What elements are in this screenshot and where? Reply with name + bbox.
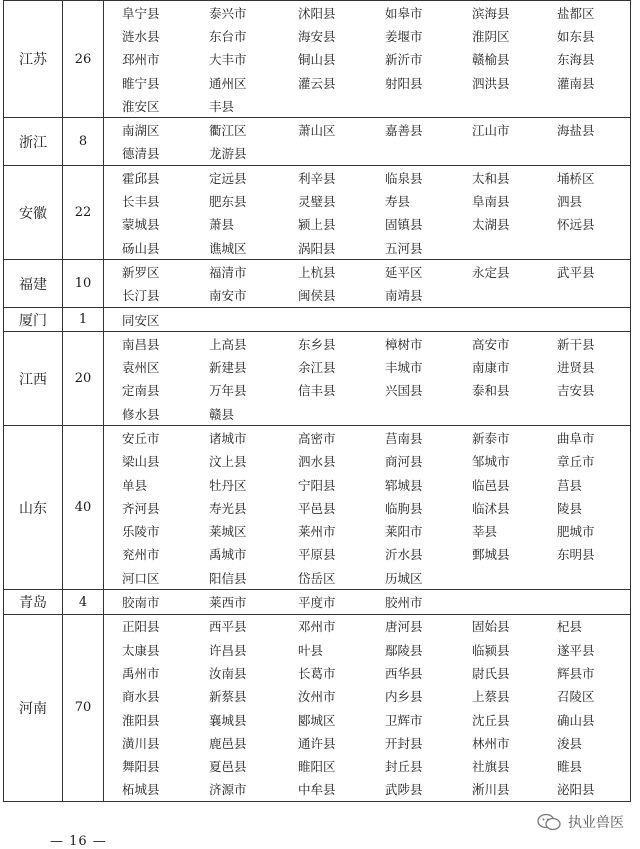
county-name: 新罗区 [122, 264, 160, 280]
county-name: 五河县 [385, 240, 423, 256]
county-name: 莱州市 [298, 524, 336, 540]
county-line [104, 260, 630, 283]
county-name: 临沭县 [472, 500, 510, 516]
county-line [104, 708, 630, 731]
county-count: 22 [63, 166, 104, 260]
county-name: 东台市 [209, 28, 247, 44]
county-line [104, 236, 630, 259]
county-name: 襄城县 [209, 712, 247, 728]
county-name: 鄄城县 [472, 547, 510, 563]
county-name: 开封县 [385, 735, 423, 751]
county-name: 进贤县 [557, 360, 595, 376]
county-name: 余江县 [298, 360, 336, 376]
county-name: 长葛市 [298, 665, 336, 681]
county-name: 德清县 [122, 146, 160, 162]
county-name: 汶上县 [209, 454, 247, 470]
county-name: 海盐县 [557, 123, 595, 139]
county-name: 辉县市 [557, 665, 595, 681]
county-name: 龙游县 [209, 146, 247, 162]
county-count: 70 [63, 614, 104, 801]
county-name: 沈丘县 [472, 712, 510, 728]
county-name: 林州市 [472, 735, 510, 751]
county-name: 萧县 [209, 217, 235, 233]
county-name: 滨海县 [472, 5, 510, 21]
county-line [104, 24, 630, 47]
county-name: 肥城市 [557, 524, 595, 540]
county-name: 南康市 [472, 360, 510, 376]
county-name: 大丰市 [209, 52, 247, 68]
county-name: 潢川县 [122, 735, 160, 751]
county-name: 太康县 [122, 642, 160, 658]
county-line [104, 615, 630, 638]
county-name: 鹿邑县 [209, 735, 247, 751]
county-name: 上杭县 [298, 264, 336, 280]
province-row [4, 307, 631, 331]
county-name: 信丰县 [298, 383, 336, 399]
county-name: 泗洪县 [472, 75, 510, 91]
county-name: 长汀县 [122, 288, 160, 304]
county-name: 兴国县 [385, 383, 423, 399]
county-name: 召陵区 [557, 689, 595, 705]
county-name: 东乡县 [298, 336, 336, 352]
county-name: 新干县 [557, 336, 595, 352]
county-name: 禹州市 [122, 665, 160, 681]
county-name: 莱阳市 [385, 524, 423, 540]
county-line [104, 661, 630, 684]
county-name: 上蔡县 [472, 689, 510, 705]
county-line [104, 638, 630, 661]
county-name: 封丘县 [385, 759, 423, 775]
province-name: 江西 [4, 332, 63, 426]
county-list [104, 307, 631, 331]
county-line [104, 213, 630, 236]
county-name: 胶州市 [385, 595, 423, 611]
county-name: 浚县 [557, 735, 583, 751]
county-name: 袁州区 [122, 360, 160, 376]
county-name: 新建县 [209, 360, 247, 376]
county-name: 泗水县 [298, 454, 336, 470]
county-name: 丰县 [209, 98, 235, 114]
county-line [104, 426, 630, 449]
county-name: 同安区 [122, 312, 160, 328]
county-name: 正阳县 [122, 619, 160, 635]
county-name: 衢江区 [209, 123, 247, 139]
county-name: 唐河县 [385, 619, 423, 635]
county-name: 商河县 [385, 454, 423, 470]
county-line [104, 566, 630, 589]
county-name: 闽侯县 [298, 288, 336, 304]
county-line [104, 685, 630, 708]
county-name: 诸城市 [209, 430, 247, 446]
county-name: 樟树市 [385, 336, 423, 352]
county-name: 西平县 [209, 619, 247, 635]
county-name: 汝南县 [209, 665, 247, 681]
county-name: 内乡县 [385, 689, 423, 705]
county-name: 邹城市 [472, 454, 510, 470]
county-count: 40 [63, 426, 104, 590]
county-line [104, 1, 630, 24]
county-count: 10 [63, 260, 104, 308]
county-name: 尉氏县 [472, 665, 510, 681]
county-name: 太和县 [472, 170, 510, 186]
county-name: 太湖县 [472, 217, 510, 233]
province-row [4, 614, 631, 801]
county-name: 涟水县 [122, 28, 160, 44]
county-name: 丰城市 [385, 360, 423, 376]
county-name: 赣县 [209, 406, 235, 422]
county-name: 嘉善县 [385, 123, 423, 139]
county-name: 通许县 [298, 735, 336, 751]
county-name: 莘县 [472, 524, 498, 540]
county-name: 杞县 [557, 619, 583, 635]
county-name: 永定县 [472, 264, 510, 280]
county-name: 埇桥区 [557, 170, 595, 186]
county-name: 福清市 [209, 264, 247, 280]
county-name: 谯城区 [209, 240, 247, 256]
county-name: 灌南县 [557, 75, 595, 91]
county-name: 怀远县 [557, 217, 595, 233]
county-name: 淮安区 [122, 98, 160, 114]
county-line [104, 308, 630, 331]
county-name: 禹城市 [209, 547, 247, 563]
county-line [104, 543, 630, 566]
county-name: 南昌县 [122, 336, 160, 352]
county-name: 阜宁县 [122, 5, 160, 21]
county-line [104, 402, 630, 425]
county-name: 固始县 [472, 619, 510, 635]
county-name: 灌云县 [298, 75, 336, 91]
province-name: 福建 [4, 260, 63, 308]
county-name: 淅川县 [472, 782, 510, 798]
county-name: 莒县 [557, 477, 583, 493]
province-name: 河南 [4, 614, 63, 801]
county-name: 修水县 [122, 406, 160, 422]
county-name: 新蔡县 [209, 689, 247, 705]
county-line [104, 48, 630, 71]
county-name: 定南县 [122, 383, 160, 399]
county-name: 赣榆县 [472, 52, 510, 68]
county-line [104, 450, 630, 473]
county-name: 夏邑县 [209, 759, 247, 775]
county-name: 砀山县 [122, 240, 160, 256]
county-name: 高安市 [472, 336, 510, 352]
county-name: 郓城县 [385, 477, 423, 493]
county-name: 新沂市 [385, 52, 423, 68]
county-name: 睢宁县 [122, 75, 160, 91]
page-number: — 16 — [50, 834, 107, 849]
county-name: 单县 [122, 477, 148, 493]
county-line [104, 496, 630, 519]
county-name: 临邑县 [472, 477, 510, 493]
county-name: 莱城区 [209, 524, 247, 540]
county-list [104, 260, 631, 308]
province-name: 江苏 [4, 1, 63, 118]
county-name: 确山县 [557, 712, 595, 728]
county-line [104, 520, 630, 543]
province-row [4, 590, 631, 614]
county-name: 灵璧县 [298, 194, 336, 210]
county-name: 历城区 [385, 570, 423, 586]
province-name: 厦门 [4, 307, 63, 331]
county-line [104, 94, 630, 117]
county-name: 江山市 [472, 123, 510, 139]
watermark-text: 执业兽医 [568, 815, 624, 831]
county-name: 淮阴区 [472, 28, 510, 44]
county-name: 曲阜市 [557, 430, 595, 446]
county-name: 兖州市 [122, 547, 160, 563]
county-name: 沂水县 [385, 547, 423, 563]
wechat-watermark [536, 812, 624, 832]
county-name: 泌阳县 [557, 782, 595, 798]
county-name: 淮阳县 [122, 712, 160, 728]
county-name: 安丘市 [122, 430, 160, 446]
county-name: 沭阳县 [298, 5, 336, 21]
county-name: 武陟县 [385, 782, 423, 798]
county-list [104, 426, 631, 590]
county-count: 8 [63, 118, 104, 166]
county-name: 海安县 [298, 28, 336, 44]
county-name: 定远县 [209, 170, 247, 186]
county-name: 睢县 [557, 759, 583, 775]
county-count: 20 [63, 332, 104, 426]
county-list [104, 614, 631, 801]
county-name: 万年县 [209, 383, 247, 399]
county-name: 利辛县 [298, 170, 336, 186]
county-name: 梁山县 [122, 454, 160, 470]
county-line [104, 778, 630, 801]
county-count: 1 [63, 307, 104, 331]
county-table [3, 0, 631, 802]
province-row [4, 260, 631, 308]
county-name: 乐陵市 [122, 524, 160, 540]
province-row [4, 332, 631, 426]
province-name: 安徽 [4, 166, 63, 260]
county-list [104, 590, 631, 614]
county-name: 南靖县 [385, 288, 423, 304]
county-name: 邓州市 [298, 619, 336, 635]
county-name: 新泰市 [472, 430, 510, 446]
county-name: 岱岳区 [298, 570, 336, 586]
county-name: 寿县 [385, 194, 411, 210]
county-line [104, 379, 630, 402]
county-name: 舞阳县 [122, 759, 160, 775]
county-name: 章丘市 [557, 454, 595, 470]
county-name: 阜南县 [472, 194, 510, 210]
county-name: 宁阳县 [298, 477, 336, 493]
county-table-body [4, 1, 631, 802]
province-row [4, 1, 631, 118]
county-line [104, 142, 630, 165]
county-line [104, 166, 630, 189]
county-line [104, 590, 630, 613]
province-row [4, 426, 631, 590]
county-name: 齐河县 [122, 500, 160, 516]
county-name: 涡阳县 [298, 240, 336, 256]
county-name: 遂平县 [557, 642, 595, 658]
county-list [104, 118, 631, 166]
county-line [104, 118, 630, 141]
county-name: 平度市 [298, 595, 336, 611]
county-name: 商水县 [122, 689, 160, 705]
county-name: 泰和县 [472, 383, 510, 399]
county-line [104, 355, 630, 378]
province-name: 浙江 [4, 118, 63, 166]
province-row [4, 118, 631, 166]
county-name: 中牟县 [298, 782, 336, 798]
county-name: 汝州市 [298, 689, 336, 705]
county-name: 社旗县 [472, 759, 510, 775]
county-name: 郾城区 [298, 712, 336, 728]
county-name: 鄢陵县 [385, 642, 423, 658]
county-name: 柘城县 [122, 782, 160, 798]
county-name: 萧山区 [298, 123, 336, 139]
county-line [104, 731, 630, 754]
county-name: 长丰县 [122, 194, 160, 210]
county-name: 肥东县 [209, 194, 247, 210]
county-name: 平原县 [298, 547, 336, 563]
county-name: 叶县 [298, 642, 324, 658]
county-line [104, 755, 630, 778]
county-name: 霍邱县 [122, 170, 160, 186]
county-name: 高密市 [298, 430, 336, 446]
county-line [104, 71, 630, 94]
county-name: 铜山县 [298, 52, 336, 68]
county-name: 通州区 [209, 75, 247, 91]
province-row [4, 166, 631, 260]
county-name: 南湖区 [122, 123, 160, 139]
county-name: 平邑县 [298, 500, 336, 516]
county-name: 盐都区 [557, 5, 595, 21]
county-line [104, 284, 630, 307]
county-line [104, 332, 630, 355]
county-name: 上高县 [209, 336, 247, 352]
county-name: 武平县 [557, 264, 595, 280]
county-name: 济源市 [209, 782, 247, 798]
county-name: 邳州市 [122, 52, 160, 68]
province-name: 青岛 [4, 590, 63, 614]
county-name: 临泉县 [385, 170, 423, 186]
county-name: 河口区 [122, 570, 160, 586]
county-name: 陵县 [557, 500, 583, 516]
county-name: 莒南县 [385, 430, 423, 446]
county-name: 临朐县 [385, 500, 423, 516]
county-name: 东海县 [557, 52, 595, 68]
county-name: 卫辉市 [385, 712, 423, 728]
county-name: 睢阳区 [298, 759, 336, 775]
county-name: 射阳县 [385, 75, 423, 91]
wechat-icon [536, 813, 562, 831]
county-name: 南安市 [209, 288, 247, 304]
county-name: 寿光县 [209, 500, 247, 516]
county-list [104, 332, 631, 426]
county-name: 吉安县 [557, 383, 595, 399]
county-name: 牡丹区 [209, 477, 247, 493]
county-name: 莱西市 [209, 595, 247, 611]
county-name: 固镇县 [385, 217, 423, 233]
county-name: 如东县 [557, 28, 595, 44]
county-name: 颍上县 [298, 217, 336, 233]
county-count: 4 [63, 590, 104, 614]
county-name: 泗县 [557, 194, 583, 210]
county-name: 延平区 [385, 264, 423, 280]
county-name: 胶南市 [122, 595, 160, 611]
county-name: 姜堰市 [385, 28, 423, 44]
county-line [104, 473, 630, 496]
county-line [104, 189, 630, 212]
province-name: 山东 [4, 426, 63, 590]
county-list [104, 166, 631, 260]
county-name: 阳信县 [209, 570, 247, 586]
county-list [104, 1, 631, 118]
county-name: 临颍县 [472, 642, 510, 658]
county-count: 26 [63, 1, 104, 118]
county-name: 如皋市 [385, 5, 423, 21]
county-name: 许昌县 [209, 642, 247, 658]
county-name: 东明县 [557, 547, 595, 563]
county-name: 西华县 [385, 665, 423, 681]
county-name: 泰兴市 [209, 5, 247, 21]
county-name: 蒙城县 [122, 217, 160, 233]
